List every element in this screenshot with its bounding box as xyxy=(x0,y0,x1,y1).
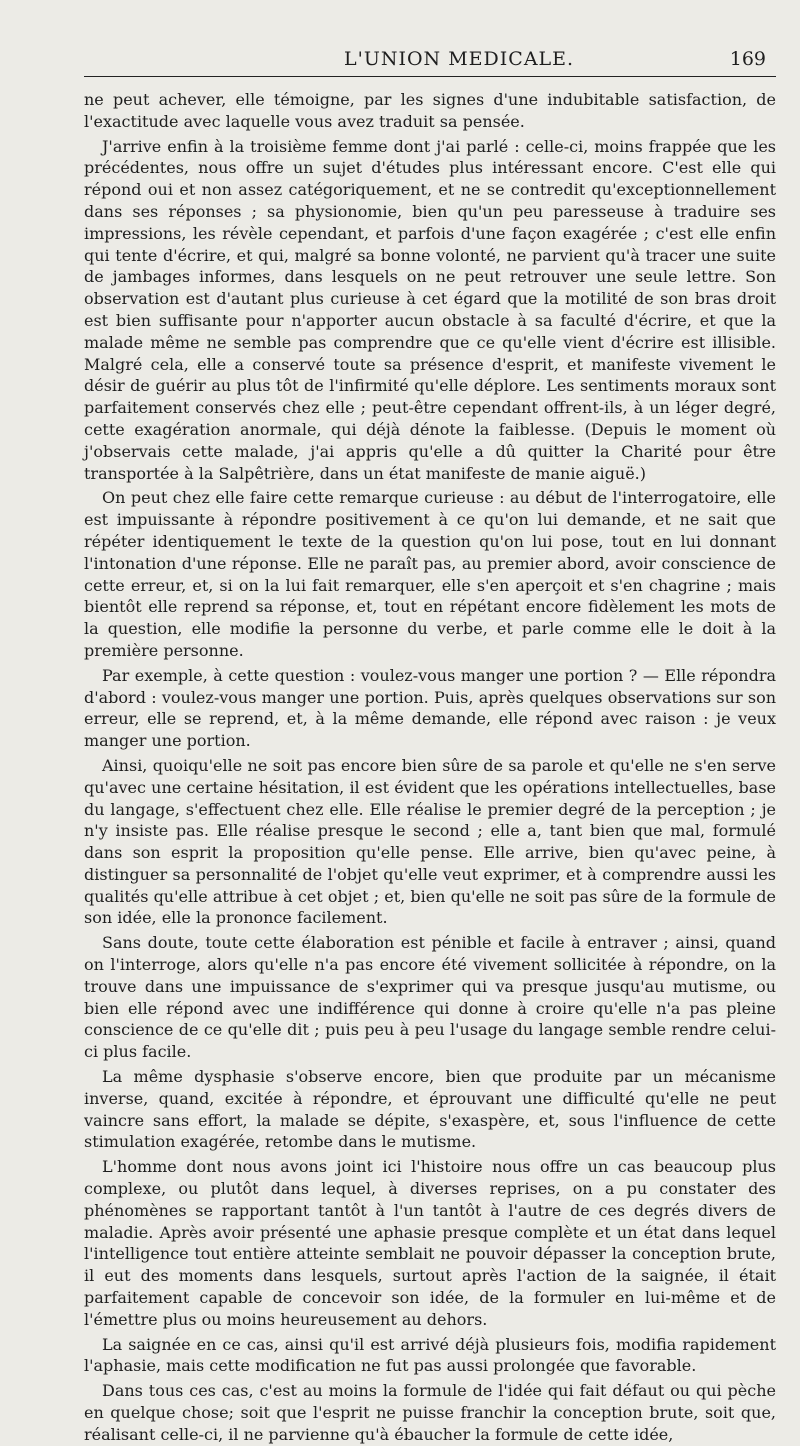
paragraph: Par exemple, à cette question : voulez-vous manger une portion ? — Elle répondra d'abord : voulez-vous manger une portion. Puis, après quelques observations sur son erreur, elle se reprend, et, à la même demande, elle répond avec raison : je veux manger une portion. xyxy=(84,665,776,751)
paragraph: L'homme dont nous avons joint ici l'histoire nous offre un cas beaucoup plus complexe, ou plutôt dans lequel, à diverses reprises, on a pu constater des phénomènes se rapportant tantôt à l'un tantôt à l'autre de ces degrés divers de maladie. Après avoir présenté une aphasie presque complète et un état dans lequel l'intelligence tout entière atteinte semblait ne pouvoir dépasser la conception brute, il eut des moments dans lesquels, surtout après l'action de la saignée, il était parfaitement capable de concevoir son idée, de la formuler en lui-même et de l'émettre plus ou moins heureusement au dehors. xyxy=(84,1157,776,1329)
paragraph: La saignée en ce cas, ainsi qu'il est arrivé déjà plusieurs fois, modifia rapidement l'aphasie, mais cette modification ne fut pas aussi prolongée que favorable. xyxy=(84,1334,776,1376)
running-title: L'UNION MEDICALE. xyxy=(344,48,575,70)
page-header xyxy=(84,44,776,74)
page-number: 169 xyxy=(729,48,766,70)
paragraph: ne peut achever, elle témoigne, par les signes d'une indubitable satisfaction, de l'exactitude avec laquelle vous avez traduit sa pensée. xyxy=(84,90,776,131)
body-text xyxy=(84,89,776,1446)
header-rule xyxy=(84,76,776,77)
paragraph: La même dysphasie s'observe encore, bien que produite par un mécanisme inverse, quand, excitée à répondre, et éprouvant une difficulté qu'elle ne peut vaincre sans effort, la malade se dépite, s'exaspère, et, sous l'influence de cette stimulation exagérée, retombe dans le mutisme. xyxy=(84,1067,776,1152)
paragraph: On peut chez elle faire cette remarque curieuse : au début de l'interrogatoire, elle est impuissante à répondre positivement à ce qu'on lui demande, et ne sait que répéter identiquement le texte de la question qu'on lui pose, tout en lui donnant l'intonation d'une réponse. Elle ne paraît pas, au premier abord, avoir conscience de cette erreur, et, si on la lui fait remarquer, elle s'en aperçoit et s'en chagrine ; mais bientôt elle reprend sa réponse, et, tout en répétant encore fidèlement les mots de la question, elle modifie la personne du verbe, et parle comme elle le doit à la première personne. xyxy=(84,488,776,660)
paragraph: Sans doute, toute cette élaboration est pénible et facile à entraver ; ainsi, quand on l'interroge, alors qu'elle n'a pas encore été vivement sollicitée à répondre, on la trouve dans une impuissance de s'exprimer qui va presque jusqu'au mutisme, ou bien elle répond avec une indifférence qui donne à croire qu'elle n'a pas pleine conscience de ce qu'elle dit ; puis peu à peu l'usage du langage semble rendre celui-ci plus facile. xyxy=(84,933,776,1062)
paragraph: Dans tous ces cas, c'est au moins la formule de l'idée qui fait défaut ou qui pèche en quelque chose; soit que l'esprit ne puisse franchir la conception brute, soit que, réalisant celle-ci, il ne parvienne qu'à ébaucher la formule de cette idée, xyxy=(84,1381,776,1444)
paragraph: J'arrive enfin à la troisième femme dont j'ai parlé : celle-ci, moins frappée que les précédentes, nous offre un sujet d'études plus intéressant encore. C'est elle qui répond oui et non assez catégoriquement, et ne se contredit qu'exceptionnellement dans ses réponses ; sa physionomie, bien qu'un peu paresseuse à traduire ses impressions, les révèle cependant, et parfois d'une façon exagérée ; c'est elle enfin qui tente d'écrire, et qui, malgré sa bonne volonté, ne parvient qu'à tracer une suite de jambages informes, dans lesquels on ne peut retrouver une seule lettre. Son observation est d'autant plus curieuse à cet égard que la motilité de son bras droit est bien suffisante pour n'apporter aucun obstacle à sa faculté d'écrire, et que la malade même ne semble pas comprendre que ce qu'elle vient d'écrire est illisible. Malgré cela, elle a conservé toute sa présence d'esprit, et manifeste vivement le désir de guérir au plus tôt de l'infirmité qu'elle déplore. Les sentiments moraux sont parfaitement conservés chez elle ; peut-être cependant offrent-ils, à un léger degré, cette exagération anormale, qui déjà dénote la faiblesse. (Depuis le moment où j'observais cette malade, j'ai appris qu'elle a dû quitter la Charité pour être transportée à la Salpêtrière, dans un état manifeste de manie aiguë.) xyxy=(84,136,776,483)
paragraph: Ainsi, quoiqu'elle ne soit pas encore bien sûre de sa parole et qu'elle ne s'en serve qu'avec une certaine hésitation, il est évident que les opérations intellectuelles, base du langage, s'effectuent chez elle. Elle réalise le premier degré de la perception ; je n'y insiste pas. Elle réalise presque le second ; elle a, tant bien que mal, formulé dans son esprit la proposition qu'elle pense. Elle arrive, bien qu'avec peine, à distinguer sa personnalité de l'objet qu'elle veut exprimer, et à comprendre aussi les qualités qu'elle attribue à cet objet ; et, bien qu'elle ne soit pas sûre de la formule de son idée, elle la prononce facilement. xyxy=(84,755,776,928)
